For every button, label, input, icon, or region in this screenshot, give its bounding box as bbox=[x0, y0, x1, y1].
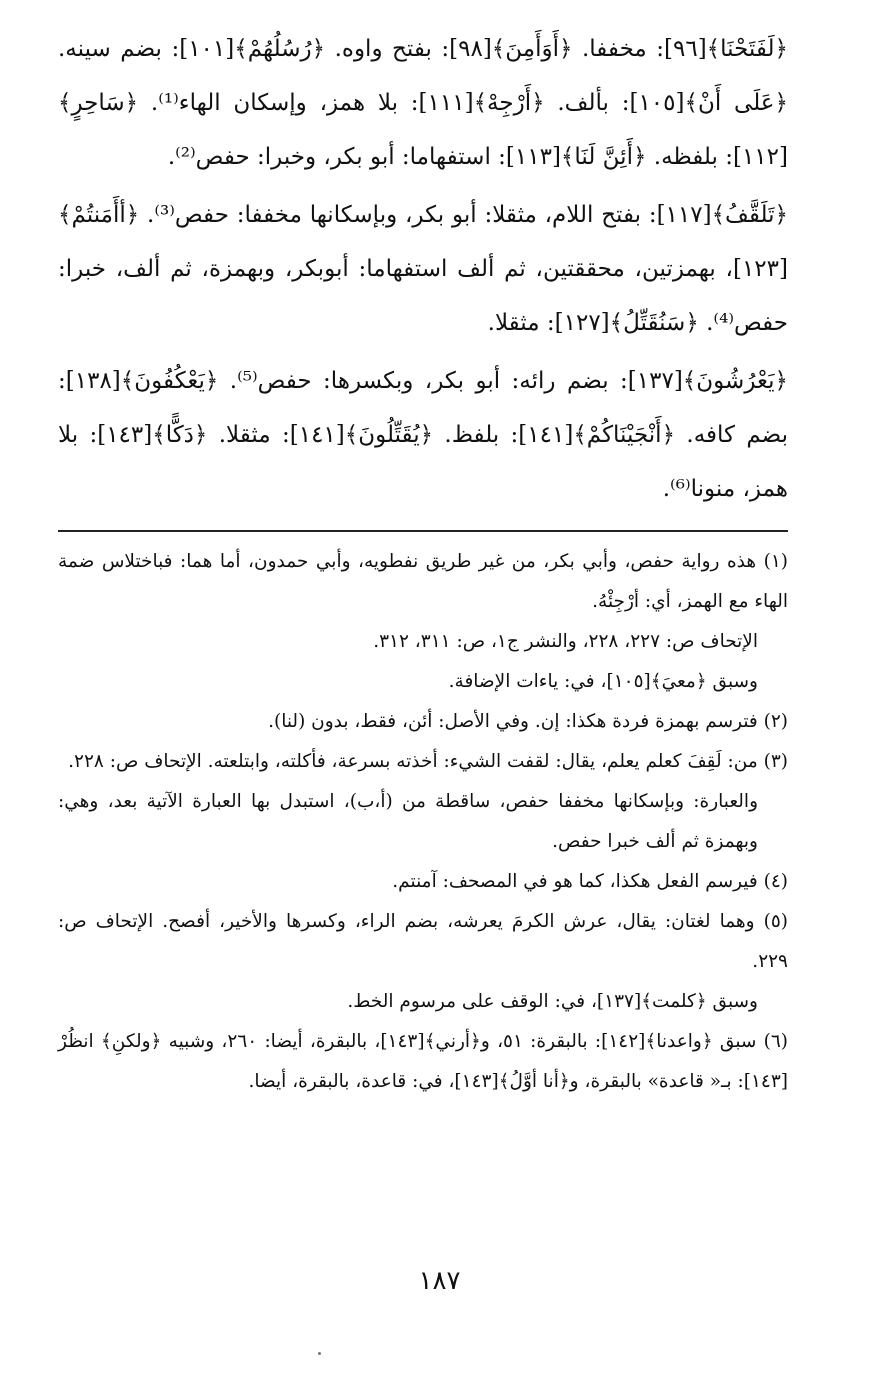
footnotes bbox=[58, 542, 788, 1102]
footnote-1-crossref: وسبق ﴿معيَ﴾[١٠٥]، في: ياءات الإضافة. bbox=[448, 671, 758, 692]
main-paragraph-2: ﴿تَلَقَّفُ﴾[١١٧]: بفتح اللام، مثقلا: أبو بكر، وبإسكانها مخففا: حفص⁽³⁾. ﴿أأَمَنتُمْ﴾[١٢٣]، بهمزتين، محققتين، ثم ألف استفهاما: أبوبكر، وبهمزة، ثم ألف، خبرا: حفص⁽⁴⁾. ﴿سَنُقَتِّلُ﴾[١٢٧]: مثقلا. bbox=[58, 202, 788, 336]
main-text bbox=[58, 22, 788, 516]
footnote-2: (٢) فترسم بهمزة فردة هكذا: إن. وفي الأصل: أئن، فقط، بدون (لنا). bbox=[268, 711, 788, 732]
page-body bbox=[58, 22, 788, 1102]
footnote-6: (٦) سبق ﴿واعدنا﴾[١٤٢]: بالبقرة: ٥١، و﴿أرني﴾[١٤٣]، بالبقرة، أيضا: ٢٦٠، وشبيه ﴿ولكنِ﴾ انظُرْ [١٤٣]: بـ« قاعدة» بالبقرة، و﴿أنا أوَّلُ﴾[١٤٣]، في: قاعدة، بالبقرة، أيضا. bbox=[58, 1031, 789, 1092]
footnote-5-crossref: وسبق ﴿كلمت﴾[١٣٧]، في: الوقف على مرسوم الخط. bbox=[347, 991, 758, 1012]
footnote-1-source: الإتحاف ص: ٢٢٧، ٢٢٨، والنشر ج١، ص: ٣١١، ٣١٢. bbox=[373, 631, 758, 652]
footnote-3-remark: والعبارة: وبإسكانها مخففا حفص، ساقطة من (أ،ب)، استبدل بها العبارة الآتية بعد، وهي: وبهمزة ثم ألف خبرا حفص. bbox=[58, 791, 758, 852]
main-paragraph-3: ﴿يَعْرُشُونَ﴾[١٣٧]: بضم رائه: أبو بكر، وبكسرها: حفص⁽⁵⁾. ﴿يَعْكُفُونَ﴾[١٣٨]: بضم كافه. ﴿أَنْجَيْنَاكُمْ﴾[١٤١]: بلفظ. ﴿يُقَتِّلُونَ﴾[١٤١]: مثقلا. ﴿دَكًّا﴾[١٤٣]: بلا همز، منونا⁽⁶⁾. bbox=[58, 368, 788, 502]
footnote-separator bbox=[58, 530, 788, 532]
footnote-4: (٤) فيرسم الفعل هكذا، كما هو في المصحف: آمنتم. bbox=[392, 871, 788, 892]
footnote-5: (٥) وهما لغتان: يقال، عرش الكرمَ يعرشه، بضم الراء، وكسرها والأخير، أفصح. الإتحاف ص: ٢٢٩. bbox=[58, 911, 788, 972]
footnote-3: (٣) من: لَقِفَ كعلم يعلم، يقال: لقفت الشيء: أخذته بسرعة، فأكلته، وابتلعته. الإتحاف ص: ٢٢٨. bbox=[68, 751, 788, 772]
scan-speck bbox=[318, 1352, 321, 1355]
main-paragraph-1: ﴿لَفَتَحْنَا﴾[٩٦]: مخففا. ﴿أَوَأَمِنَ﴾[٩٨]: بفتح واوه. ﴿رُسُلُهُمْ﴾[١٠١]: بضم سينه. ﴿عَلَى أَنْ﴾[١٠٥]: بألف. ﴿أَرْجِهْ﴾[١١١]: بلا همز، وإسكان الهاء⁽¹⁾. ﴿سَاحِرٍ﴾[١١٢]: بلفظه. ﴿أَئِنَّ لَنَا﴾[١١٣]: استفهاما: أبو بكر، وخبرا: حفص⁽²⁾. bbox=[58, 36, 789, 170]
page-number: ١٨٧ bbox=[418, 1266, 461, 1296]
footnote-1: (١) هذه رواية حفص، وأبي بكر، من غير طريق نفطويه، وأبي حمدون، أما هما: فباختلاس ضمة الهاء مع الهمز، أي: أرْجِئْهُ. bbox=[58, 551, 788, 612]
